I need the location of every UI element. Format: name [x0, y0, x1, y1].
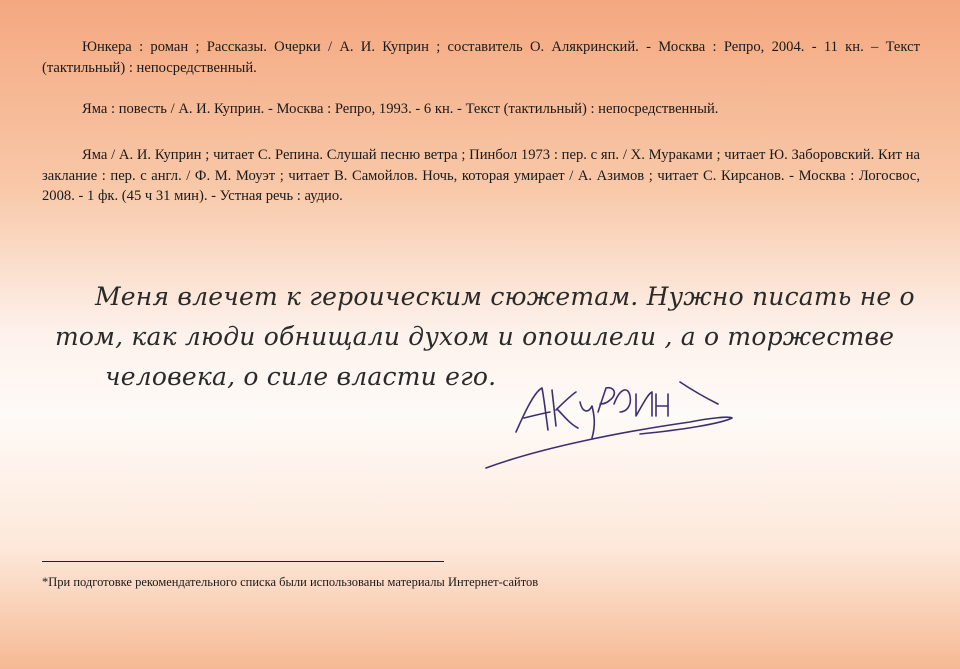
quote-line: том, как люди обнищали духом и опошлели , а о торжестве — [55, 322, 895, 351]
footnote: *При подготовке рекомендательного списка были использованы материалы Интернет-сайтов — [42, 575, 539, 589]
bibliography-entry-yama-tactile: Яма : повесть / А. И. Куприн. - Москва : Репро, 1993. - 6 кн. - Текст (тактильный) : непосредственный. — [82, 101, 719, 117]
bibliography-entry-yama-audio: Яма / А. И. Куприн ; читает С. Репина. Слушай песню ветра ; Пинбол 1973 : пер. с яп. / Х. Мураками ; читает Ю. Заборовский. Кит на заклание : пер. с англ. / Ф. М. Моуэт ; читает В. Самойлов. Ночь, которая умирает / А. Азимов ; читает С. Кирсанов. - Москва : Логосвос, 2008. - 1 фк. (45 ч 31 мин). - Устная речь : аудио. — [42, 147, 920, 204]
footnote-separator — [42, 561, 444, 562]
bibliography-entry-yunkera: Юнкера : роман ; Рассказы. Очерки / А. И. Куприн ; составитель О. Алякринский. - Москва : Репро, 2004. - 11 кн. – Текст (тактильный) : непосредственный. — [42, 39, 920, 76]
quote-line: Меня влечет к героическим сюжетам. Нужно писать не о — [95, 282, 915, 311]
kuprin-signature — [480, 372, 740, 476]
quote-line: человека, о силе власти его. — [105, 362, 497, 391]
